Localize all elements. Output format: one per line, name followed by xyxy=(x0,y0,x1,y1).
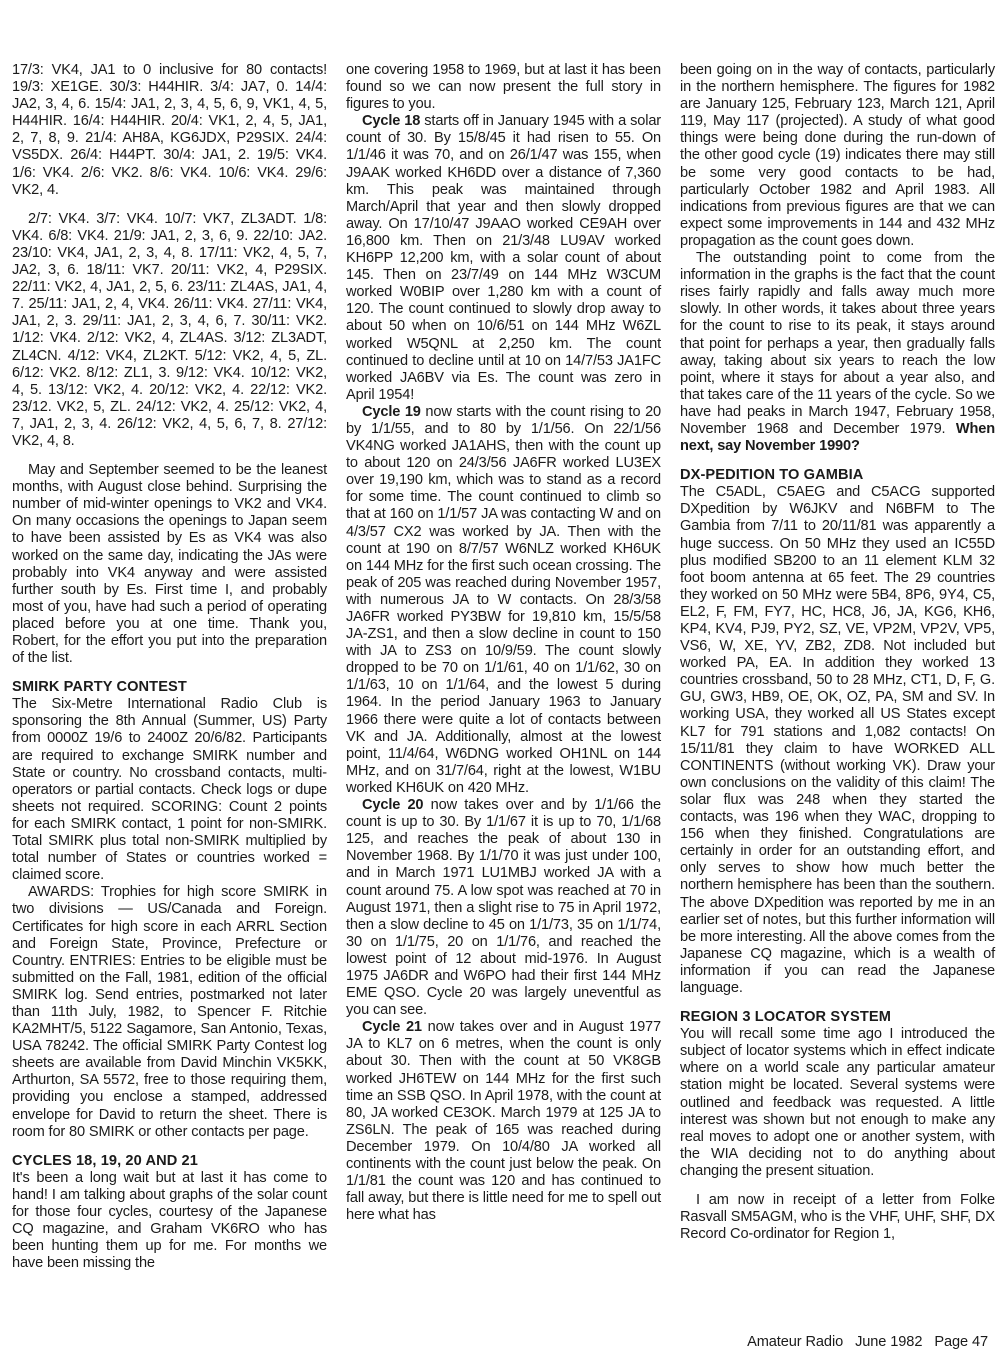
cycle-20-label: Cycle 20 xyxy=(362,797,424,814)
gambia-paragraph: The C5ADL, C5AEG and C5ACG supported DXpedition by W6JKV and N6BFM to The Gambia from 7/11 to 20/11/81 was apparently a huge success. On 50 MHz they used an IC55D plus modified SB200 to an 11 element KLM 32 foot boom antenna at 65 feet. The 29 countries they worked on 50 MHz were 5B4, 8P6, 9Y4, C5, EL2, F, FM, FY7, HC, HC8, J6, JA, KG6, KH6, KP4, KV4, PJ9, PY2, SZ, VE, VP2M, VP2V, VP5, VS6, W, XE, YV, ZB2, ZD8. Not included but worked PA, EA. In addition they worked 13 countries crossband, 50 to 28 MHz, CT1, D, F, G. GU, GW3, HB9, OE, OK, OZ, PA, SM and SV. In working USA, they worked all US States except KL7 for 791 stations and 1,082 contacts! On 15/11/81 they claim to have WORKED ALL CONTINENTS (without working VK). Draw your own conclusions on the validity of this claim! The solar flux was 248 when they started the contacts, was 196 when they WAC, dropping to 156 when they finished. Congratulations are certainly in order for an outstanding effort, and only serves to show how much better the northern hemisphere has been than the southern. The above DXpedition was reported by me in an earlier set of notes, but this further information will be more interesting. All the above comes from the Japanese CQ magazine, which is a wealth of information if you can read the Japanese language. xyxy=(680,484,995,996)
cycle-18-label: Cycle 18 xyxy=(362,113,421,130)
cycles-heading: CYCLES 18, 19, 20 AND 21 xyxy=(12,1152,198,1169)
cycles-intro-paragraph: It's been a long wait but at last it has come to hand! I am talking about graphs of the solar count for those four cycles, courtesy of the Japanese CQ magazine, and Graham VK6RO who has been hunting them up for me. For months we have been missing the xyxy=(12,1169,327,1272)
cycle-19-paragraph xyxy=(346,404,661,797)
footer-publication: Amateur Radio xyxy=(747,1334,844,1350)
page-footer xyxy=(739,1334,988,1350)
smirk-paragraph: The Six-Metre International Radio Club is sponsoring the 8th Annual (Summer, US) Party from 0000Z 19/6 to 2400Z 20/6/82. Participants are required to exchange SMIRK number and State or country. No crossband contacts, multi-operators or partial contacts. Check logs or dupe sheets not required. SCORING: Count 2 points for each SMIRK contact, 1 point for non-SMIRK. Total SMIRK plus total non-SMIRK multiplied by total number of States or countries worked = claimed score. xyxy=(12,696,327,884)
footer-issue: June 1982 xyxy=(855,1334,923,1350)
gambia-heading: DX-PEDITION TO GAMBIA xyxy=(680,467,864,484)
smirk-heading: SMIRK PARTY CONTEST xyxy=(12,679,187,696)
cycle-21-text: now takes over and in August 1977 JA to KL7 on 6 metres, when the count is only about 30. Then with the count at 50 VK8GB worked JH6TEW on 144 MHz for the first such time an SSB QSO. In April 1978, with the count at 80, JA worked CE3OK. March 1979 at 125 JA to ZS6LN. The peak of 165 was reached during December 1979. On 10/4/80 JA worked all continents with the count just below the peak. On 1/1/81 the count was 120 and has continued to fall away, but there is little need for me to spell out here what has xyxy=(346,1019,661,1224)
folke-paragraph: I am now in receipt of a letter from Folke Rasvall SM5AGM, who is the VHF, UHF, SHF, DX Record Co-ordinator for Region 1, xyxy=(680,1192,995,1243)
cycles-intro-continued: one covering 1958 to 1969, but at last it has been found so we can now present the full story in figures to you. xyxy=(346,62,661,113)
contact-log-paragraph-1: 17/3: VK4, JA1 to 0 inclusive for 80 contacts! 19/3: XE1GE. 30/3: H44HIR. 3/4: JA7, 0. 14/4: JA2, 3, 4, 6. 15/4: JA1, 2, 3, 4, 5, 6, 9, VK1, 4, 5, H44HIR. 16/4: H44HIR. 20/4: VK1, 2, 4, 5, JA1, 2, 7, 8, 9. 21/4: AH8A, KG6JDX, P29SIX. 24/4: VS5DX. 26/4: H44PT. 30/4: JA1, 2. 19/5: VK4. 1/6: VK4. 2/6: VK2. 8/6: VK4. 10/6: VK4. 29/6: VK2, 4. xyxy=(12,62,327,198)
cycle-18-paragraph xyxy=(346,113,661,404)
cycle-19-text: now starts with the count rising to 20 by 1/1/55, and to 80 by 1/1/56. On 22/1/56 VK4NG worked JA1AHS, then with the count up to about 120 on 24/3/56 JA6FR worked LU3EX over 19,190 km, which was to stand as a record for some time. The count continued to climb so that at 160 on 1/1/57 JA was contacting W and on 4/3/57 CX2 was worked by JA. Then with the count at 190 on 8/7/57 W6NLZ worked KH6UK on 144 MHz for the first such ocean crossing. The peak of 205 was reached during November 1957, with numerous JA to W contacts. On 28/3/58 JA6FR worked PY3BW for 19,810 km, 15/5/58 JA-ZS1, and then a slow decline in count to 150 with JA to ZS3 on 10/9/59. The count slowly dropped to be 70 on 1/1/61, 40 on 1/1/62, 30 on 1/1/63, 10 on 1/1/64, and the lowest 5 during 1964. In the period January 1963 to January 1966 there were quite a lot of contacts between VK and JA. Additionally, almost at the lowest point, 11/4/64, W6DNG worked OH1NL on 144 MHz, and on 31/7/64, right at the lowest, W1BU worked KH6UK on 420 MHz. xyxy=(346,403,661,796)
awards-paragraph: AWARDS: Trophies for high score SMIRK in two divisions — US/Canada and Foreign. Certificates for high score in each ARRL Section and Foreign State, Province, Prefecture or Country. ENTRIES: Entries to be eligible must be submitted on the Fall, 1981, edition of the official SMIRK log. Send entries, postmarked not later than 11th July, 1982, to Spencer F. Ritchie KA2MHT/5, 5122 Sagamore, San Antonio, Texas, USA 78242. The official SMIRK Party Contest log sheets are available from David Minchin VK5KK, Arthurton, SA 5572, free to those requiring them, providing you enclose a stamped, addressed envelope for David to return the sheet. There is room for 80 SMIRK or other contacts per page. xyxy=(12,884,327,1140)
footer-page-number: Page 47 xyxy=(934,1334,988,1350)
cycle-21-label: Cycle 21 xyxy=(362,1019,422,1036)
cycle-20-text: now takes over and by 1/1/66 the count is up to 30. By 1/1/67 it is up to 70, 1/1/68 125, and reaches the peak of about 130 in November 1968. By 1/1/70 it was just under 100, and in March 1971 LU1MBJ worked JA with a count around 75. A low spot was reached at 70 in August 1971, then a slight rise to 75 in April 1972, then a slow decline to 45 on 1/1/73, 35 on 1/1/74, 30 on 1/1/75, 20 on 1/1/76, and reached the lowest point of 12 about mid-1976. In August 1975 JA6DR and W6PO had their first 144 MHz EME QSO. Cycle 20 was largely uneventful as you can see. xyxy=(346,797,661,1019)
cycle-18-text: starts off in January 1945 with a solar count of 30. By 15/8/45 it had risen to 55. On 1/1/46 it was 70, and on 26/1/47 was 155, when J9AAK worked KH6DD over a distance of 7,360 km. This peak was maintained through March/April that year and then slowly dropped away. On 17/10/47 J9AAO worked CE9AH over 16,800 km. Then on 21/3/48 LU9AV worked KH6PP 12,200 km, with a solar count of about 145. Then on 23/7/49 on 144 MHz W3CUM worked W0BIP over 1,280 km with a count of 120. The count continued to slowly drop away to about 50 when on 10/6/51 on 144 MHz W6ZL worked W5QNL at 2,250 km. The count continued to decline until at 10 on 14/7/53 JA1FC worked JA6BV via Es. The count was zero in April 1954! xyxy=(346,113,662,403)
leanest-months-paragraph: May and September seemed to be the leanest months, with August close behind. Surprising the number of mid-winter openings to VK2 and VK4. On many occasions the openings to Japan seem to have been assisted by Es as VK4 was also worked on the same day, indicating the JAs were probably into VK4 anyway and were assisted further south by Es. First time I, and probably most of you, have had such a period of operating placed before you at one time. Thank you, Robert, for the effort you put into the preparation of the list. xyxy=(12,462,327,667)
region3-heading: REGION 3 LOCATOR SYSTEM xyxy=(680,1009,891,1026)
cycle-21-continued: been going on in the way of contacts, particularly in the northern hemisphere. The figures for 1982 are January 125, February 123, March 121, April 119, May 117 (projected). A study of what good things were being done during the run-down of the other good cycle (19) indicates there may still be some very good contacts to be had, particularly October 1982 and April 1983. All indications from previous figures are that we can expect some improvements in 144 and 432 MHz propagation as the count goes down. xyxy=(680,62,995,249)
cycle-19-label: Cycle 19 xyxy=(362,403,421,420)
graphs-text: The outstanding point to come from the information in the graphs is the fact that the count rises fairly rapidly and falls away much more slowly. In other words, it takes about three years for the count to rise to its peak, it stays around that point for perhaps a year, then gradually falls away, taking about six years to reach the low point, where it stays for about a year also, and that takes care of the 11 years of the cycle. So we have had peaks in March 1947, February 1958, November 1968 and December 1979. xyxy=(680,250,995,437)
cycle-21-paragraph xyxy=(346,1019,661,1224)
contact-log-paragraph-2: 2/7: VK4. 3/7: VK4. 10/7: VK7, ZL3ADT. 1/8: VK4. 6/8: VK4. 21/9: JA1, 2, 3, 6, 9. 22/10: JA2. 23/10: VK4, JA1, 2, 3, 4, 8. 17/11: VK2, 4, 5, 7, JA2, 3, 6. 18/11: VK7. 20/11: VK2, 4, P29SIX. 22/11: VK2, 4, JA1, 2, 5, 6. 23/11: ZL4AS, JA1, 4, 7. 25/11: JA1, 2, 4, VK4. 26/11: VK4. 27/11: VK4, JA1, 2, 3. 29/11: JA1, 2, 3, 4, 6, 7. 30/11: VK2. 1/12: VK4. 2/12: VK2, 4, ZL4AS. 3/12: ZL3ADT, ZL4CN. 4/12: VK4, ZL2KT. 5/12: VK2, 4, 5, ZL. 6/12: VK2. 8/12: ZL1, 3. 9/12: VK4. 10/12: VK2, 4, 5. 13/12: VK2, 4. 20/12: VK2, 4. 22/12: VK2. 23/12. VK2, 5, ZL. 24/12: VK2, 4. 25/12: VK2, 4, 7, JA1, 2, 3, 4. 26/12: VK2, 4, 5, 6, 7, 8. 27/12: VK2, 4, 8. xyxy=(12,210,327,449)
right-column xyxy=(680,62,995,1243)
region3-paragraph: You will recall some time ago I introduced the subject of locator systems which in effect indicate where on a world scale any particular amateur station might be located. Several systems were outlined and feedback was requested. A little interest was shown but not enough to make any real moves to adopt one or another system, with the WIA deciding not to do anything about changing the present situation. xyxy=(680,1026,995,1179)
left-column xyxy=(12,62,327,1272)
graphs-question: When next, say November 1990? xyxy=(680,420,995,455)
graphs-paragraph xyxy=(680,250,995,455)
cycle-20-paragraph xyxy=(346,797,661,1019)
middle-column xyxy=(346,62,661,1224)
